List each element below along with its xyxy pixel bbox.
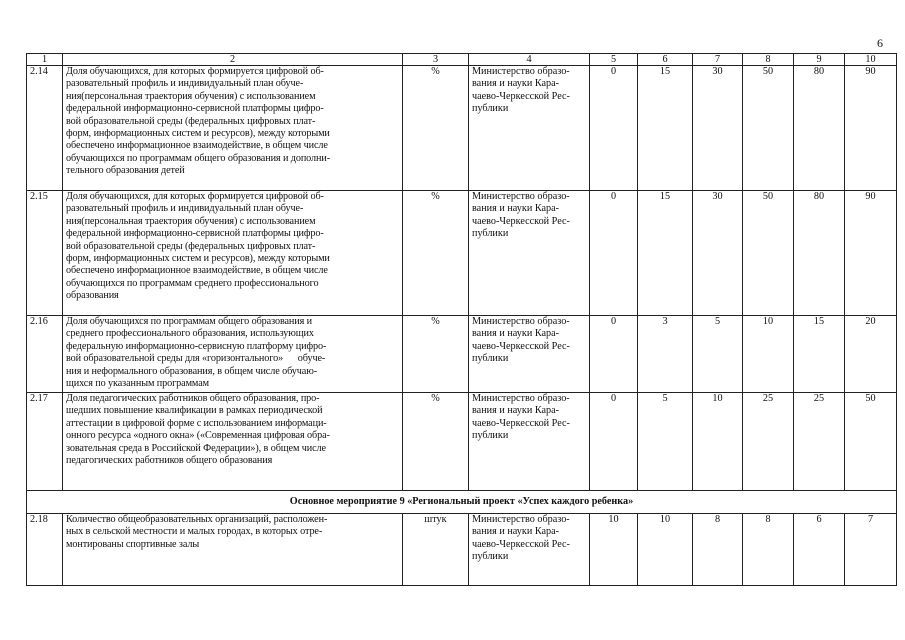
column-number: 9 xyxy=(794,54,845,66)
description-line: образования xyxy=(66,290,119,302)
target-value: 15 xyxy=(638,66,693,191)
target-value: 5 xyxy=(638,393,693,491)
column-number: 4 xyxy=(469,54,590,66)
responsible-organization xyxy=(469,66,590,191)
organization-line: чаево-Черкесской Рес- xyxy=(472,340,570,352)
row-number: 2.15 xyxy=(27,191,63,316)
target-value: 0 xyxy=(590,66,638,191)
target-value: 15 xyxy=(638,191,693,316)
description-line: педагогических работников общего образования xyxy=(66,455,273,467)
description-line: обеспечено информационное взаимодействие, в общем числе xyxy=(66,140,328,152)
target-value: 8 xyxy=(743,514,794,586)
description-line: форм, информационных систем и ресурсов), между которыми xyxy=(66,253,330,265)
organization-line: вания и науки Кара- xyxy=(472,203,560,215)
target-value: 80 xyxy=(794,66,845,191)
column-number: 10 xyxy=(845,54,897,66)
target-value: 25 xyxy=(794,393,845,491)
organization-line: вания и науки Кара- xyxy=(472,78,560,90)
description-line: обучающихся по программам среднего профессионального xyxy=(66,277,319,289)
target-value: 6 xyxy=(794,514,845,586)
description-line: ния(персональная траектория обучения) с использованием xyxy=(66,90,316,102)
organization-line: чаево-Черкесской Рес- xyxy=(472,538,570,550)
description-line: ных в сельской местности и малых городах, в которых отре- xyxy=(66,526,323,538)
target-value: 50 xyxy=(743,191,794,316)
description-line: Доля обучающихся, для которых формируется цифровой об- xyxy=(66,66,324,77)
target-value: 90 xyxy=(845,191,897,316)
target-value: 15 xyxy=(794,316,845,393)
target-value: 0 xyxy=(590,316,638,393)
description-line: Количество общеобразовательных организаций, расположен- xyxy=(66,514,328,525)
row-number: 2.16 xyxy=(27,316,63,393)
column-number: 8 xyxy=(743,54,794,66)
unit: % xyxy=(403,316,469,393)
row-number: 2.17 xyxy=(27,393,63,491)
organization-line: чаево-Черкесской Рес- xyxy=(472,90,570,102)
description-line: тельного образования детей xyxy=(66,165,185,177)
column-number: 5 xyxy=(590,54,638,66)
responsible-organization xyxy=(469,514,590,586)
description-line: вой образовательной среды для «горизонтального» обуче- xyxy=(66,353,326,365)
target-value: 7 xyxy=(845,514,897,586)
section-title: Основное мероприятие 9 «Региональный проект «Успех каждого ребенка» xyxy=(27,491,897,514)
target-value: 0 xyxy=(590,191,638,316)
unit: штук xyxy=(403,514,469,586)
column-number: 1 xyxy=(27,54,63,66)
description-line: Доля обучающихся по программам общего образования и xyxy=(66,316,313,327)
table-row xyxy=(27,66,897,191)
description-line: федеральной информационно-сервисной платформы цифро- xyxy=(66,228,324,240)
organization-line: публики xyxy=(472,228,509,240)
target-value: 30 xyxy=(693,191,743,316)
organization-line: чаево-Черкесской Рес- xyxy=(472,215,570,227)
description-line: федеральную информационно-сервисную платформу цифро- xyxy=(66,340,327,352)
target-value: 8 xyxy=(693,514,743,586)
target-value: 10 xyxy=(590,514,638,586)
responsible-organization xyxy=(469,393,590,491)
organization-line: чаево-Черкесской Рес- xyxy=(472,417,570,429)
description-line: щихся по указанным программам xyxy=(66,378,209,390)
page-number: 6 xyxy=(877,36,883,50)
description-line: вой образовательной среды (федеральных цифровых плат- xyxy=(66,240,316,252)
section-header-row xyxy=(27,491,897,514)
organization-line: публики xyxy=(472,353,509,365)
indicator-description xyxy=(63,393,403,491)
description-line: Доля педагогических работников общего образования, про- xyxy=(66,393,320,404)
target-value: 90 xyxy=(845,66,897,191)
unit: % xyxy=(403,66,469,191)
indicators-table xyxy=(26,53,897,586)
organization-line: публики xyxy=(472,551,509,563)
target-value: 20 xyxy=(845,316,897,393)
description-line: ния(персональная траектория обучения) с использованием xyxy=(66,215,316,227)
description-line: аттестации в цифровой форме с использованием информаци- xyxy=(66,417,327,429)
row-number: 2.18 xyxy=(27,514,63,586)
description-line: вой образовательной среды (федеральных цифровых плат- xyxy=(66,115,316,127)
unit: % xyxy=(403,393,469,491)
organization-line: вания и науки Кара- xyxy=(472,328,560,340)
target-value: 25 xyxy=(743,393,794,491)
description-line: Доля обучающихся, для которых формируется цифровой об- xyxy=(66,191,324,202)
organization-line: Министерство образо- xyxy=(472,393,570,404)
description-line: разовательный профиль и индивидуальный план обуче- xyxy=(66,203,304,215)
target-value: 50 xyxy=(743,66,794,191)
unit: % xyxy=(403,191,469,316)
indicator-description xyxy=(63,191,403,316)
organization-line: Министерство образо- xyxy=(472,316,570,327)
target-value: 80 xyxy=(794,191,845,316)
indicator-description xyxy=(63,316,403,393)
responsible-organization xyxy=(469,316,590,393)
description-line: обеспечено информационное взаимодействие, в общем числе xyxy=(66,265,328,277)
column-number: 3 xyxy=(403,54,469,66)
table-row xyxy=(27,191,897,316)
description-line: монтированы спортивные залы xyxy=(66,538,200,550)
row-number: 2.14 xyxy=(27,66,63,191)
responsible-organization xyxy=(469,191,590,316)
indicator-description xyxy=(63,66,403,191)
description-line: зовательная среда в Российской Федерации»), в общем числе xyxy=(66,442,326,454)
description-line: ния и неформального образования, в общем числе обучаю- xyxy=(66,365,318,377)
description-line: онного ресурса «одного окна» («Современная цифровая обра- xyxy=(66,430,330,442)
organization-line: публики xyxy=(472,430,509,442)
table-row xyxy=(27,316,897,393)
target-value: 3 xyxy=(638,316,693,393)
target-value: 5 xyxy=(693,316,743,393)
description-line: разовательный профиль и индивидуальный план обуче- xyxy=(66,78,304,90)
target-value: 10 xyxy=(743,316,794,393)
description-line: обучающихся по программам общего образования и дополни- xyxy=(66,152,331,164)
column-number: 7 xyxy=(693,54,743,66)
table-row xyxy=(27,514,897,586)
organization-line: Министерство образо- xyxy=(472,191,570,202)
organization-line: публики xyxy=(472,103,509,115)
table-row xyxy=(27,393,897,491)
column-number-row xyxy=(27,54,897,66)
target-value: 50 xyxy=(845,393,897,491)
description-line: форм, информационных систем и ресурсов), между которыми xyxy=(66,128,330,140)
description-line: среднего профессионального образования, использующих xyxy=(66,328,314,340)
target-value: 10 xyxy=(693,393,743,491)
column-number: 2 xyxy=(63,54,403,66)
target-value: 0 xyxy=(590,393,638,491)
organization-line: вания и науки Кара- xyxy=(472,526,560,538)
target-value: 30 xyxy=(693,66,743,191)
indicator-description xyxy=(63,514,403,586)
organization-line: вания и науки Кара- xyxy=(472,405,560,417)
organization-line: Министерство образо- xyxy=(472,514,570,525)
organization-line: Министерство образо- xyxy=(472,66,570,77)
description-line: федеральной информационно-сервисной платформы цифро- xyxy=(66,103,324,115)
target-value: 10 xyxy=(638,514,693,586)
description-line: шедших повышение квалификации в рамках периодической xyxy=(66,405,323,417)
column-number: 6 xyxy=(638,54,693,66)
